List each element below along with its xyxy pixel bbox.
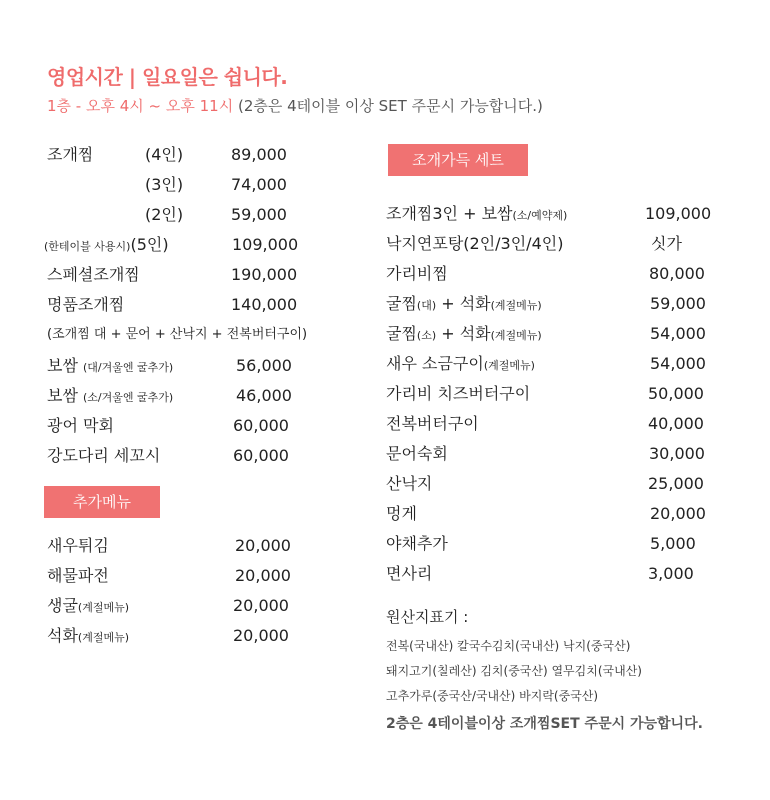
menu-name: 스페셜조개찜 [47,265,140,284]
menu-price: 54,000 [650,324,706,343]
origin-line: 돼지고기(칠레산) 김치(중국산) 열무김치(국내산) [386,664,642,678]
menu-row-one-table [44,233,344,257]
menu-price: 109,000 [645,204,712,223]
menu-size: (5인) [130,235,169,254]
menu-row-premium-note [47,323,347,347]
menu-price: 74,000 [231,175,287,194]
menu-note: (대) [416,299,437,312]
menu-name: 야채추가 [386,534,448,553]
business-hours [47,95,543,116]
menu-name: 새우튀김 [47,536,109,555]
set-row [386,232,726,256]
menu-size: (2인) [145,205,184,224]
set-row [386,262,726,286]
extra-row [47,534,347,558]
menu-price: 89,000 [231,145,287,164]
menu-name: 전복버터구이 [386,414,479,433]
menu-name [386,292,542,318]
menu-note: (한테이블 사용시) [44,240,131,253]
menu-price: 20,000 [235,566,291,585]
footnote: 2층은 4테이블이상 조개찜SET 주문시 가능합니다. [386,716,703,732]
extra-menu-label: 추가메뉴 [44,486,160,518]
menu-price: 30,000 [649,444,705,463]
menu-name [386,202,567,228]
set-row [386,382,726,406]
menu-note: (대/겨울엔 굴추가) [83,361,174,374]
menu-note: (계절메뉴) [77,601,130,614]
menu-row-gangdodari [47,444,347,468]
menu-price: 80,000 [649,264,705,283]
extra-row [47,624,347,648]
origin-line: 전복(국내산) 칼국수김치(국내산) 낙지(중국산) [386,639,631,653]
menu-note: (계절메뉴) [490,299,542,312]
menu-name-text: 굴찜 [386,324,417,343]
menu-name-text: 새우 소금구이 [386,354,484,373]
menu-name [47,354,173,380]
hours-text: 1층 - 오후 4시 ~ 오후 11시 [47,97,234,115]
menu-price: 20,000 [235,536,291,555]
set-row [386,202,726,226]
menu-price: 3,000 [648,564,694,583]
menu-name-text: 석화 [47,626,78,645]
menu-row-premium [47,293,347,317]
extra-row [47,564,347,588]
menu-name: 강도다리 세꼬시 [47,446,161,465]
menu-name-suffix: + 석화 [436,324,491,343]
menu-size: (4인) [145,145,184,164]
menu-price: 60,000 [233,446,289,465]
set-row [386,352,726,376]
menu-price: 25,000 [648,474,704,493]
menu-row-special [47,263,347,287]
menu-name: 광어 막회 [47,416,114,435]
menu-name: 문어숙회 [386,444,448,463]
menu-price: 40,000 [648,414,704,433]
menu-note: (조개찜 대 + 문어 + 산낙지 + 전복버터구이) [47,327,308,342]
menu-note: (소) [416,329,437,342]
menu-price: 59,000 [650,294,706,313]
set-row [386,472,726,496]
origin-title: 원산지표기 : [386,608,469,626]
menu-price: 190,000 [231,265,298,284]
set-row [386,292,726,316]
menu-price: 56,000 [236,356,292,375]
menu-name: 면사리 [386,564,433,583]
menu-note: (소/예약제) [512,209,568,222]
menu-name [386,352,535,378]
origin-line: 고추가루(중국산/국내산) 바지락(중국산) [386,689,599,703]
menu-name: 해물파전 [47,566,109,585]
set-row [386,412,726,436]
menu-name: 조개찜 [47,145,94,164]
menu-row-bossam-small [47,384,347,408]
menu-price: 54,000 [650,354,706,373]
menu-row-jogaejjim-2 [47,203,347,227]
set-row [386,442,726,466]
menu-name: 가리비찜 [386,264,448,283]
menu-size: (3인) [145,175,184,194]
menu-row-bossam-large [47,354,347,378]
menu-name-text: 보쌈 [47,386,78,405]
menu-row-jogaejjim-3 [47,173,347,197]
menu-price: 20,000 [233,596,289,615]
menu-price: 109,000 [232,235,299,254]
menu-note: (소/겨울엔 굴추가) [83,391,174,404]
page-title: 영업시간 | 일요일은 쉽니다. [47,65,288,89]
set-row [386,502,726,526]
menu-price: 20,000 [650,504,706,523]
menu-price: 59,000 [231,205,287,224]
menu-name-text: 조개찜3인 + 보쌈 [386,204,513,223]
menu-name: 산낙지 [386,474,433,493]
menu-price: 싯가 [651,234,682,253]
menu-price: 5,000 [650,534,696,553]
menu-name-suffix: + 석화 [436,294,491,313]
menu-name-text: 보쌈 [47,356,78,375]
set-menu-label: 조개가득 세트 [388,144,528,176]
menu-note: (계절메뉴) [77,631,130,644]
menu-name: 멍게 [386,504,417,523]
menu-name-text: 생굴 [47,596,78,615]
menu-name [44,233,169,259]
menu-note: (계절메뉴) [483,359,535,372]
set-row [386,562,726,586]
menu-name-text: 굴찜 [386,294,417,313]
extra-row [47,594,347,618]
menu-note: (계절메뉴) [490,329,542,342]
menu-name [47,384,173,410]
menu-price: 140,000 [231,295,298,314]
menu-name: 명품조개찜 [47,295,125,314]
menu-name [47,594,129,620]
menu-name [47,624,129,650]
menu-row-gwangeo [47,414,347,438]
menu-price: 50,000 [648,384,704,403]
menu-price: 20,000 [233,626,289,645]
menu-row-jogaejjim-4 [47,143,347,167]
menu-name [386,322,542,348]
hours-note: (2층은 4테이블 이상 SET 주문시 가능합니다.) [237,97,543,115]
menu-name: 낙지연포탕(2인/3인/4인) [386,234,564,253]
set-row [386,322,726,346]
menu-price: 60,000 [233,416,289,435]
set-row [386,532,726,556]
menu-name: 가리비 치즈버터구이 [386,384,531,403]
menu-price: 46,000 [236,386,292,405]
